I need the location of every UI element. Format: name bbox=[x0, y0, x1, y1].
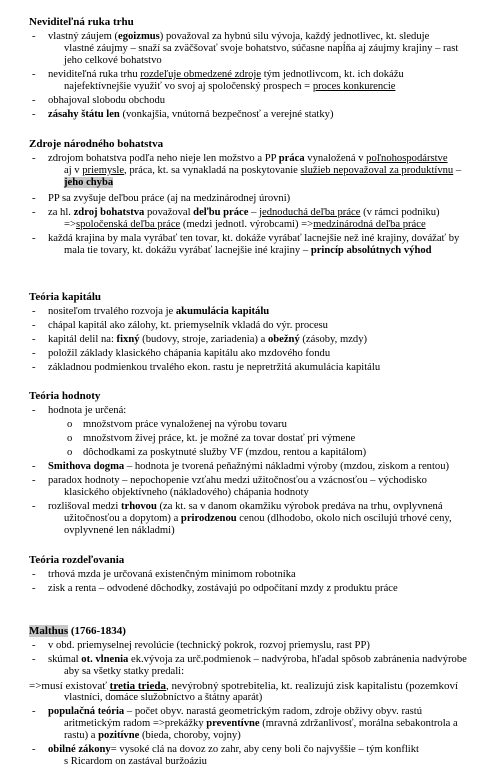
section-heading bbox=[29, 16, 134, 28]
line-text: zásahy štátu len (vonkajšia, vnútorná bezpečnosť a verejné statky) bbox=[48, 109, 334, 120]
text-line bbox=[64, 165, 461, 177]
text-line bbox=[64, 756, 207, 768]
text-line bbox=[64, 43, 458, 55]
line-text: každá krajina by mala vyrábať ten tovar, kt. dokáže vyrábať lacnejšie než iné krajiny, dovážať by bbox=[48, 233, 460, 244]
text-line bbox=[32, 69, 404, 81]
line-text: za hl. zdroj bohatstva považoval deľbu práce – jednoduchá deľba práce (v rámci podniku) bbox=[48, 207, 440, 218]
line-text: množstvom živej práce, kt. je možné za tovar dostať pri výmene bbox=[83, 433, 356, 444]
line-text: jeho chyba bbox=[64, 177, 114, 188]
line-text: klasického objektívneho (nákladového) chápania hodnoty bbox=[64, 487, 309, 498]
line-text: Zdroje národného bohatstva bbox=[29, 138, 164, 150]
circle-bullet-icon: o bbox=[67, 419, 73, 430]
text-line bbox=[32, 654, 467, 666]
text-line bbox=[67, 433, 356, 445]
text-line bbox=[32, 706, 423, 718]
line-text: množstvom práce vynaloženej na výrobu tovaru bbox=[83, 419, 287, 430]
line-text: =>spoločenská deľba práce (medzi jednotl. výrobcami) =>medzinárodná deľba práce bbox=[64, 219, 426, 230]
line-text: s Ricardom on zastával buržoáziu bbox=[64, 756, 207, 767]
line-text: vlastný záujem (egoizmus) považoval za hybnú silu vývoja, každý jednotlivec, kt. sleduje bbox=[48, 31, 430, 42]
line-text: ovplyvnené len nákladmi) bbox=[64, 525, 175, 536]
line-text: hodnota je určená: bbox=[48, 405, 127, 416]
text-line bbox=[64, 245, 432, 257]
text-line bbox=[32, 348, 331, 360]
line-text: rozlišoval medzi trhovou (za kt. sa v danom okamžiku výrobok predáva na trhu, ovplyvnená bbox=[48, 501, 443, 512]
text-line bbox=[32, 640, 370, 652]
text-line bbox=[64, 525, 175, 537]
dash-bullet-icon: - bbox=[32, 583, 36, 594]
line-text: dôchodkami za poskytnuté služby VF (mzdou, rentou a kapitálom) bbox=[83, 447, 367, 458]
text-line bbox=[32, 475, 427, 487]
text-line bbox=[32, 461, 450, 473]
text-line bbox=[32, 31, 430, 43]
line-text: Teória rozdeľovania bbox=[29, 554, 125, 566]
line-text: položil základy klasického chápania kapitálu ako mzdového fondu bbox=[48, 348, 331, 359]
text-line bbox=[64, 81, 395, 93]
dash-bullet-icon: - bbox=[32, 475, 36, 486]
line-text: populačná teória – počet obyv. narastá geometrickým radom, zdroje obživy obyv. rastú bbox=[48, 706, 423, 717]
section-heading bbox=[29, 291, 101, 303]
dash-bullet-icon: - bbox=[32, 501, 36, 512]
line-text: kapitál delil na: fixný (budovy, stroje, zariadenia) a obežný (zásoby, mzdy) bbox=[48, 334, 368, 345]
line-text: užitočnosťou a dopytom) a prirodzenou cenou (dlhodobo, okolo nich oscilujú trhové ceny, bbox=[64, 513, 452, 524]
line-text: vlastné záujmy – snaží sa zväčšovať svoje bohatstvo, súčasne napĺňa aj záujmy krajiny – rast bbox=[64, 43, 459, 54]
line-text: Malthus (1766-1834) bbox=[29, 625, 126, 637]
line-text: základnou podmienkou trvalého ekon. rastu je nepretržitá akumulácia kapitálu bbox=[48, 362, 381, 373]
text-line bbox=[64, 513, 452, 525]
circle-bullet-icon: o bbox=[67, 433, 73, 444]
dash-bullet-icon: - bbox=[32, 69, 36, 80]
line-text: skúmal ot. vlnenia ek.vývoja za urč.podmienok – nadvýroba, hľadal spôsob zabránenia nadvýrobe bbox=[48, 654, 467, 665]
section-heading bbox=[29, 680, 458, 692]
line-text: zdrojom bohatstva podľa neho nieje len možstvo a PP práca vynaložená v poľnohospodárstve bbox=[48, 153, 448, 164]
text-line bbox=[32, 362, 381, 374]
dash-bullet-icon: - bbox=[32, 461, 36, 472]
line-text: PP sa zvyšuje deľbou práce (aj na medzinárodnej úrovni) bbox=[48, 193, 291, 204]
section-heading bbox=[29, 554, 124, 566]
dash-bullet-icon: - bbox=[32, 744, 36, 755]
text-line bbox=[64, 55, 162, 67]
text-line bbox=[64, 177, 113, 189]
line-text: aj v priemysle, práca, kt. sa vynakladá na poskytovanie služieb nepovažoval za produktívnu – bbox=[64, 165, 462, 176]
text-line bbox=[64, 692, 262, 704]
line-text: Teória hodnoty bbox=[29, 390, 101, 402]
text-line bbox=[32, 233, 460, 245]
line-text: Neviditeľná ruka trhu bbox=[29, 16, 134, 28]
line-text: obilné zákony= vysoké clá na dovoz zo zahr, aby ceny boli čo najvyššie – tým konflikt bbox=[48, 744, 419, 755]
dash-bullet-icon: - bbox=[32, 405, 36, 416]
line-text: rastu) a pozitívne (bieda, choroby, vojny) bbox=[64, 730, 241, 741]
text-line bbox=[32, 334, 368, 346]
dash-bullet-icon: - bbox=[32, 640, 36, 651]
dash-bullet-icon: - bbox=[32, 654, 36, 665]
section-heading bbox=[29, 138, 163, 150]
text-line bbox=[32, 583, 398, 595]
text-line bbox=[32, 501, 443, 513]
dash-bullet-icon: - bbox=[32, 569, 36, 580]
text-line bbox=[67, 447, 367, 459]
line-text: aritmetickým radom =>prekážky preventívne (mravná zdržanlivosť, morálna sebakontrola a bbox=[64, 718, 458, 729]
text-line bbox=[32, 109, 334, 121]
text-line bbox=[32, 744, 419, 756]
text-line bbox=[64, 730, 241, 742]
line-text: =>musí existovať tretia trieda, nevýrobný spotrebitelia, kt. realizujú zisk kapitalistu (pozemkoví bbox=[29, 680, 459, 692]
dash-bullet-icon: - bbox=[32, 31, 36, 42]
text-line bbox=[64, 718, 458, 730]
dash-bullet-icon: - bbox=[32, 362, 36, 373]
section-heading bbox=[29, 625, 126, 637]
line-text: Teória kapitálu bbox=[29, 291, 102, 303]
line-text: jeho celkové bohatstvo bbox=[64, 55, 162, 66]
text-line bbox=[64, 219, 426, 231]
line-text: vlastníci, domáce služobníctvo a štátny aparát) bbox=[64, 692, 263, 703]
dash-bullet-icon: - bbox=[32, 348, 36, 359]
line-text: aby sa všetky statky predali: bbox=[64, 666, 185, 677]
line-text: chápal kapitál ako zálohy, kt. priemyselník vkladá do výr. procesu bbox=[48, 320, 328, 331]
line-text: najefektívnejšie využiť vo svoj aj spoločenský prospech = proces konkurencie bbox=[64, 81, 396, 92]
dash-bullet-icon: - bbox=[32, 233, 36, 244]
text-line bbox=[64, 487, 309, 499]
line-text: mala tie tovary, kt. dokážu vyrábať lacnejšie iné krajiny – princíp absolútnych výhod bbox=[64, 245, 432, 256]
text-line bbox=[32, 95, 166, 107]
text-line bbox=[32, 569, 296, 581]
circle-bullet-icon: o bbox=[67, 447, 73, 458]
dash-bullet-icon: - bbox=[32, 320, 36, 331]
dash-bullet-icon: - bbox=[32, 207, 36, 218]
dash-bullet-icon: - bbox=[32, 706, 36, 717]
text-line bbox=[32, 153, 448, 165]
text-line bbox=[64, 666, 184, 678]
text-line bbox=[32, 320, 328, 332]
dash-bullet-icon: - bbox=[32, 334, 36, 345]
dash-bullet-icon: - bbox=[32, 95, 36, 106]
line-text: zisk a renta – odvodené dôchodky, zostávajú po odpočítaní mzdy z produktu práce bbox=[48, 583, 398, 594]
dash-bullet-icon: - bbox=[32, 153, 36, 164]
dash-bullet-icon: - bbox=[32, 306, 36, 317]
line-text: trhová mzda je určovaná existenčným minimom robotníka bbox=[48, 569, 296, 580]
text-line bbox=[67, 419, 287, 431]
dash-bullet-icon: - bbox=[32, 109, 36, 120]
line-text: nositeľom trvalého rozvoja je akumulácia kapitálu bbox=[48, 306, 270, 317]
text-line bbox=[32, 193, 291, 205]
line-text: neviditeľná ruka trhu rozdeľuje obmedzené zdroje tým jednotlivcom, kt. ich dokážu bbox=[48, 69, 404, 80]
text-line bbox=[32, 405, 127, 417]
text-line bbox=[32, 207, 440, 219]
text-line bbox=[32, 306, 270, 318]
section-heading bbox=[29, 390, 100, 402]
line-text: obhajoval slobodu obchodu bbox=[48, 95, 166, 106]
line-text: v obd. priemyselnej revolúcie (technický pokrok, rozvoj priemyslu, rast PP) bbox=[48, 640, 370, 651]
line-text: paradox hodnoty – nepochopenie vzťahu medzi užitočnosťou a vzácnosťou – východisko bbox=[48, 475, 427, 486]
dash-bullet-icon: - bbox=[32, 193, 36, 204]
line-text: Smithova dogma – hodnota je tvorená peňažnými nákladmi výroby (mzdou, ziskom a rentou) bbox=[48, 461, 450, 472]
